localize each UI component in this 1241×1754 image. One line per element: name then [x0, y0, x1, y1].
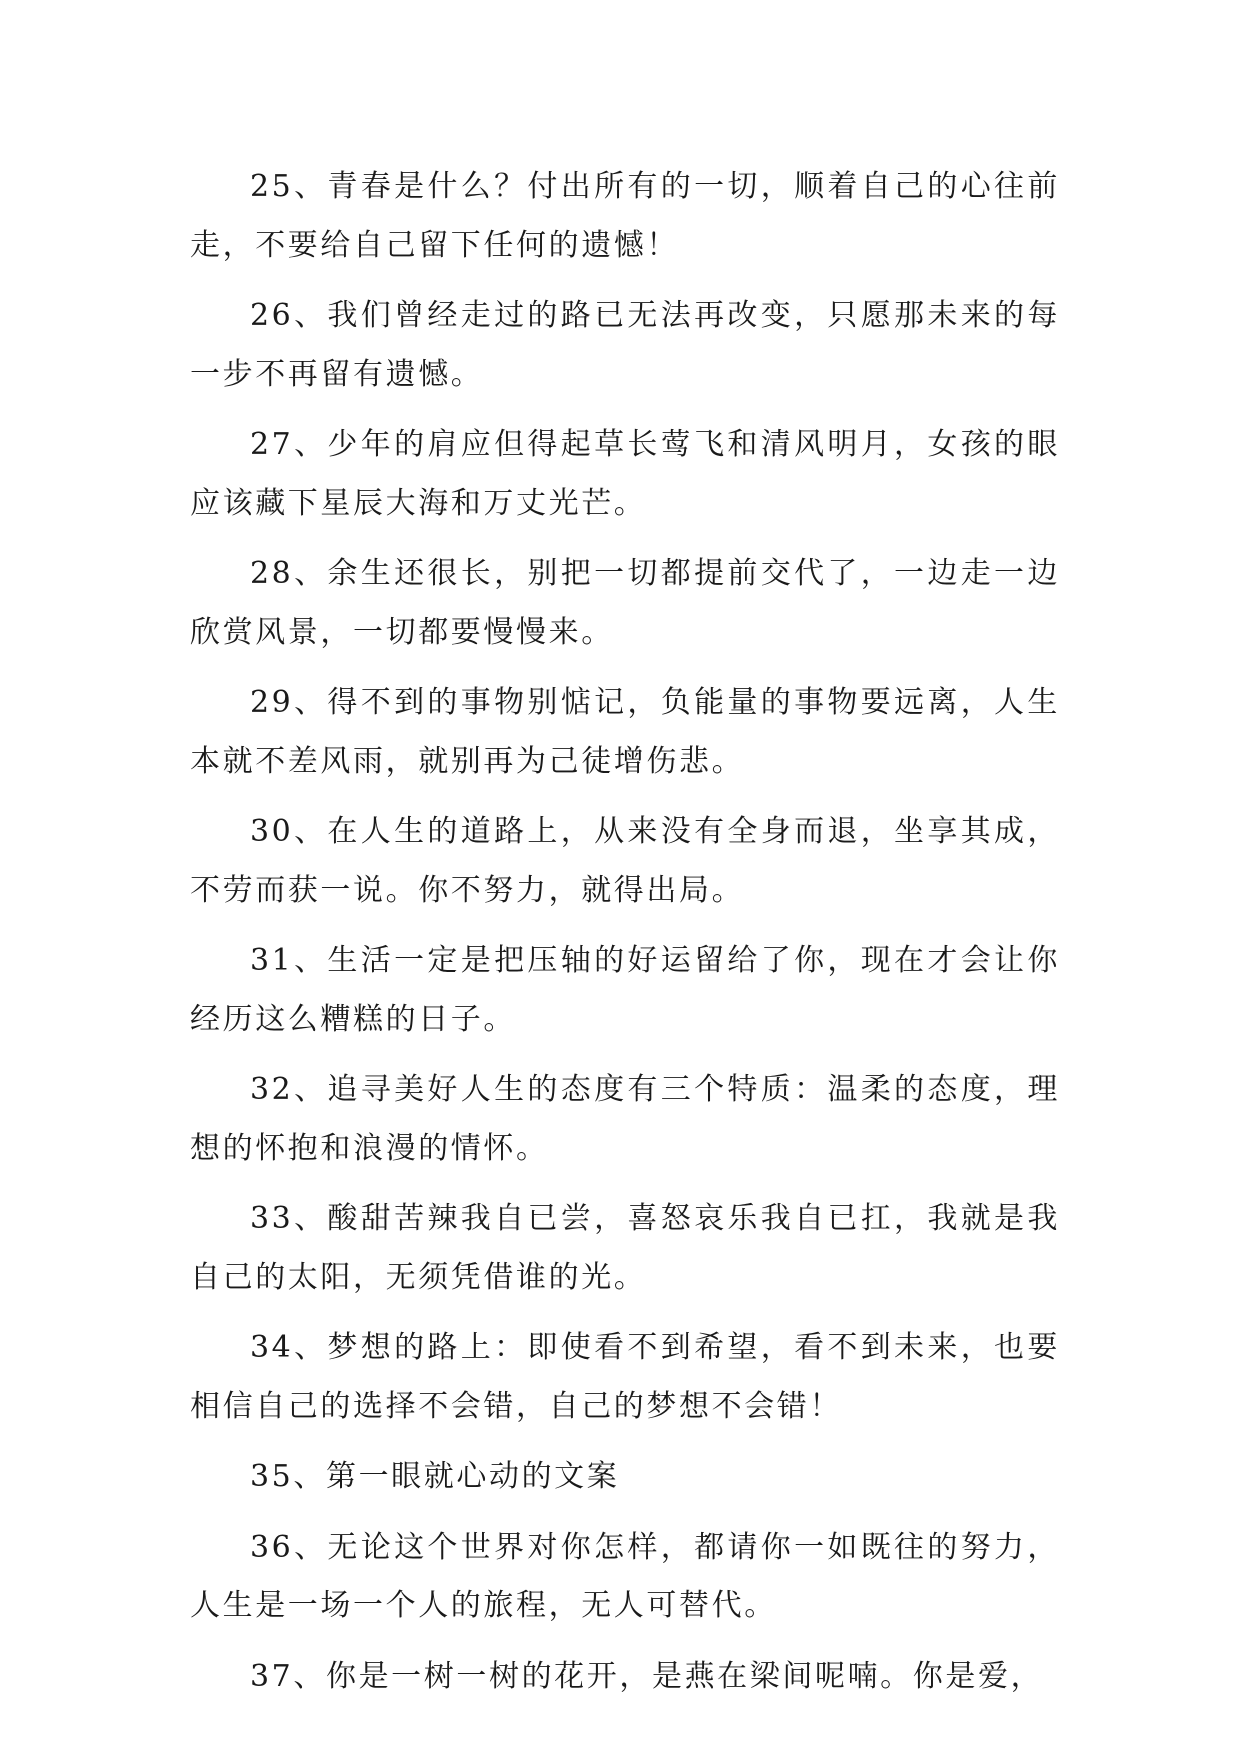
paragraph-29: 29、得不到的事物别惦记，负能量的事物要远离，人生本就不差风雨，就别再为己徒增伤悲。 — [190, 685, 1060, 779]
paragraph-33: 33、酸甜苦辣我自已尝，喜怒哀乐我自已扛，我就是我自己的太阳，无须凭借谁的光。 — [190, 1201, 1060, 1295]
document-body — [190, 158, 1060, 1718]
paragraph-31: 31、生活一定是把压轴的好运留给了你，现在才会让你经历这么糟糕的日子。 — [190, 943, 1060, 1037]
paragraph-32: 32、追寻美好人生的态度有三个特质：温柔的态度，理想的怀抱和浪漫的情怀。 — [190, 1072, 1060, 1166]
paragraph-27: 27、少年的肩应但得起草长莺飞和清风明月，女孩的眼应该藏下星辰大海和万丈光芒。 — [190, 427, 1060, 521]
paragraph-36: 36、无论这个世界对你怎样，都请你一如既往的努力，人生是一场一个人的旅程，无人可替代。 — [190, 1529, 1060, 1623]
paragraph-34: 34、梦想的路上：即使看不到希望，看不到未来，也要相信自己的选择不会错，自己的梦想不会错！ — [190, 1330, 1060, 1424]
paragraph-30: 30、在人生的道路上，从来没有全身而退，坐享其成，不劳而获一说。你不努力，就得出局。 — [190, 814, 1060, 908]
paragraph-26: 26、我们曾经走过的路已无法再改变，只愿那未来的每一步不再留有遗憾。 — [190, 298, 1060, 392]
paragraph-25: 25、青春是什么？付出所有的一切，顺着自己的心往前走，不要给自己留下任何的遗憾！ — [190, 169, 1060, 263]
paragraph-35: 35、第一眼就心动的文案 — [250, 1459, 620, 1494]
paragraph-37: 37、你是一树一树的花开，是燕在梁间呢喃。你是爱， — [250, 1658, 1044, 1694]
paragraph-28: 28、余生还很长，别把一切都提前交代了，一边走一边欣赏风景，一切都要慢慢来。 — [190, 556, 1060, 650]
